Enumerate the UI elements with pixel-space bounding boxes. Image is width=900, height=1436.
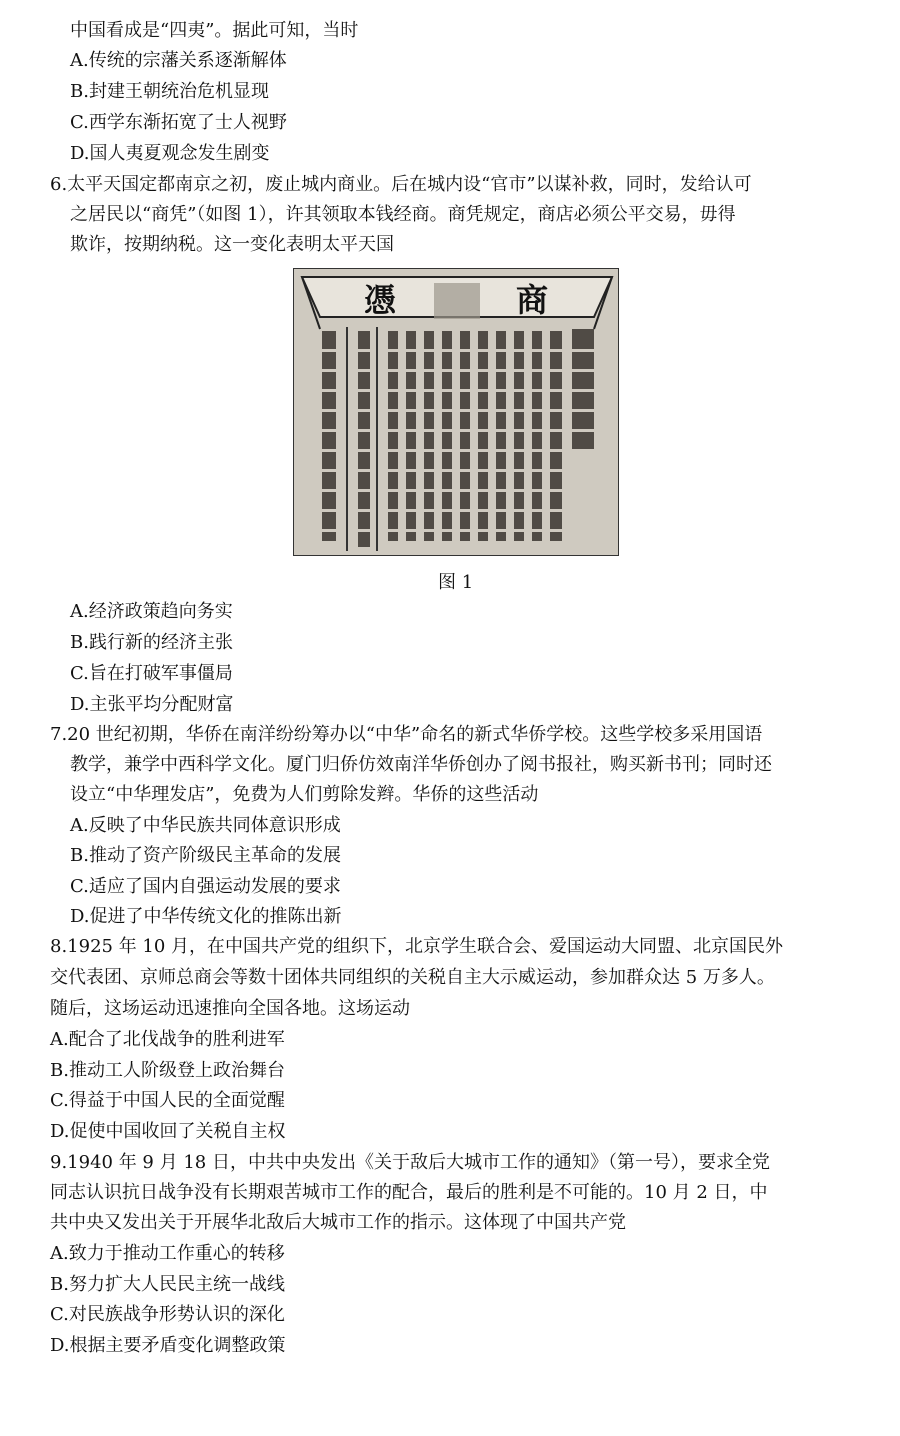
q9-stem-line-3: 共中央又发出关于开展华北敌后大城市工作的指示。这体现了中国共产党 bbox=[50, 1212, 626, 1233]
q5-option-d: D.国人夷夏观念发生剧变 bbox=[70, 143, 270, 164]
figure-caption: 图 1 bbox=[438, 572, 474, 593]
q8-option-c: C.得益于中国人民的全面觉醒 bbox=[50, 1090, 285, 1111]
q7-stem-line-1: 7.20 世纪初期，华侨在南洋纷纷筹办以“中华”命名的新式华侨学校。这些学校多采用国语 bbox=[50, 724, 763, 745]
q6-option-d: D.主张平均分配财富 bbox=[70, 694, 234, 715]
q7-option-d: D.促进了中华传统文化的推陈出新 bbox=[70, 906, 342, 927]
q7-option-b: B.推动了资产阶级民主革命的发展 bbox=[70, 845, 341, 866]
q5-option-c: C.西学东渐拓宽了士人视野 bbox=[70, 112, 287, 133]
q7-stem-line-2: 教学，兼学中西科学文化。厦门归侨仿效南洋华侨创办了阅书报社，购买新书刊；同时还 bbox=[70, 754, 772, 775]
q8-option-a: A.配合了北伐战争的胜利进军 bbox=[50, 1029, 285, 1050]
q7-option-a: A.反映了中华民族共同体意识形成 bbox=[70, 815, 341, 836]
q8-option-b: B.推动工人阶级登上政治舞台 bbox=[50, 1060, 285, 1081]
q6-stem-line-3: 欺诈，按期纳税。这一变化表明太平天国 bbox=[70, 234, 394, 255]
q5-option-a: A.传统的宗藩关系逐渐解体 bbox=[70, 50, 287, 71]
shangping-certificate-image bbox=[293, 268, 619, 556]
q9-stem-line-2: 同志认识抗日战争没有长期艰苦城市工作的配合，最后的胜利是不可能的。10 月 2 日，中 bbox=[50, 1182, 768, 1203]
q9-option-c: C.对民族战争形势认识的深化 bbox=[50, 1304, 285, 1325]
q9-stem-line-1: 9.1940 年 9 月 18 日，中共中央发出《关于敌后大城市工作的通知》（第一号），要求全党 bbox=[50, 1152, 770, 1173]
q8-stem-line-3: 随后，这场运动迅速推向全国各地。这场运动 bbox=[50, 998, 410, 1019]
q7-stem-line-3: 设立“中华理发店”，免费为人们剪除发辫。华侨的这些活动 bbox=[70, 784, 539, 805]
q6-stem-line-2: 之居民以“商凭”（如图 1），许其领取本钱经商。商凭规定，商店必须公平交易，毋得 bbox=[70, 204, 736, 225]
header-left-char: 憑 bbox=[364, 281, 397, 319]
certificate-drawing bbox=[294, 269, 619, 556]
q8-stem-line-2: 交代表团、京师总商会等数十团体共同组织的关税自主大示威运动，参加群众达 5 万多人。 bbox=[50, 967, 775, 988]
q6-option-b: B.践行新的经济主张 bbox=[70, 632, 233, 653]
q6-option-a: A.经济政策趋向务实 bbox=[70, 601, 233, 622]
q5-stem-tail: 中国看成是“四夷”。据此可知，当时 bbox=[70, 20, 359, 41]
q7-option-c: C.适应了国内自强运动发展的要求 bbox=[70, 876, 341, 897]
q9-option-d: D.根据主要矛盾变化调整政策 bbox=[50, 1335, 286, 1356]
q9-option-b: B.努力扩大人民民主统一战线 bbox=[50, 1274, 285, 1295]
q5-option-b: B.封建王朝统治危机显现 bbox=[70, 81, 269, 102]
header-right-char: 商 bbox=[516, 281, 549, 319]
q8-option-d: D.促使中国收回了关税自主权 bbox=[50, 1121, 286, 1142]
q9-option-a: A.致力于推动工作重心的转移 bbox=[50, 1243, 285, 1264]
q6-stem-line-1: 6.太平天国定都南京之初，废止城内商业。后在城内设“官市”以谋补救，同时，发给认可 bbox=[50, 174, 752, 195]
q6-option-c: C.旨在打破军事僵局 bbox=[70, 663, 233, 684]
q8-stem-line-1: 8.1925 年 10 月，在中国共产党的组织下，北京学生联合会、爱国运动大同盟、北京国民外 bbox=[50, 936, 784, 957]
